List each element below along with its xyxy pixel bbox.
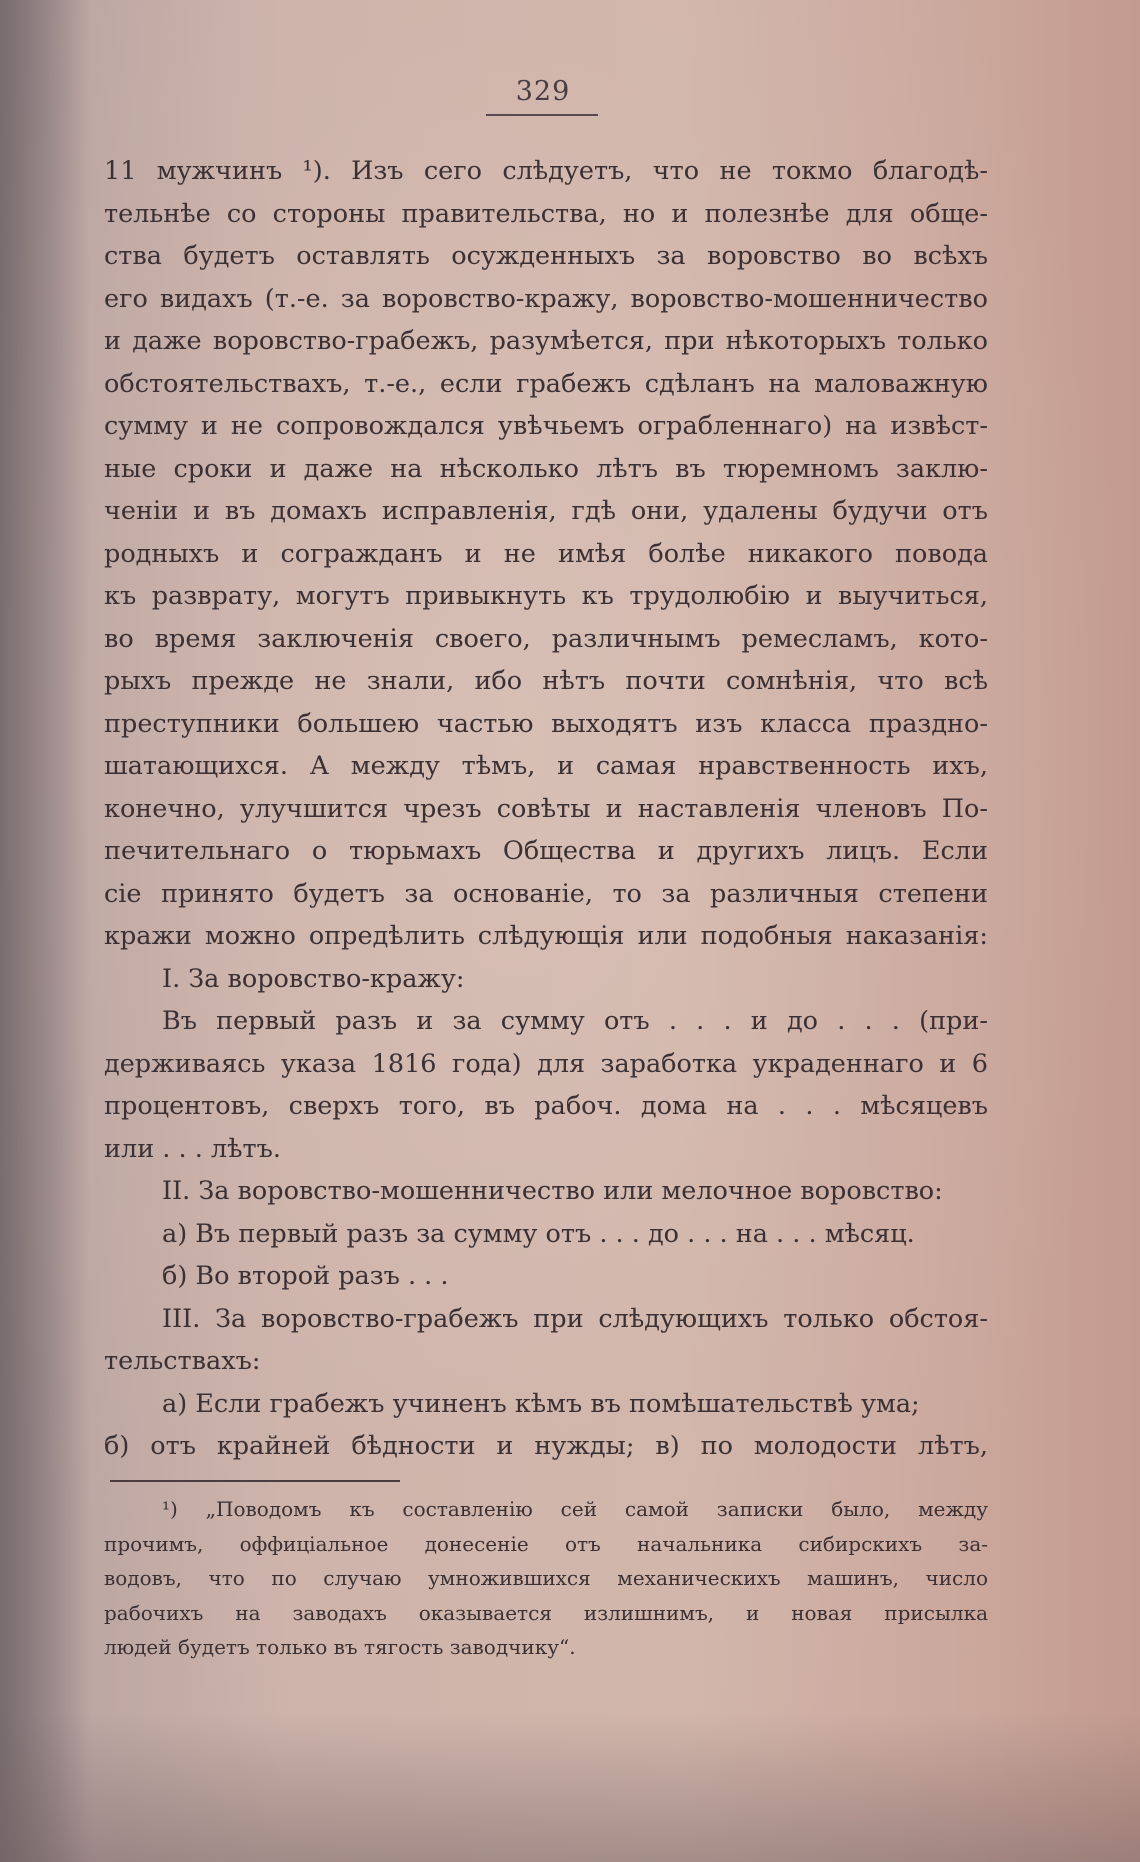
body-line: преступники большею частью выходятъ изъ класса праздно- xyxy=(104,708,988,739)
body-line: ства будетъ оставлять осужденныхъ за воровство во всѣхъ xyxy=(104,241,988,271)
binding-shadow xyxy=(0,0,90,1862)
footnote xyxy=(104,1492,988,1665)
body-line: и даже воровство-грабежъ, разумѣется, при нѣкоторыхъ только xyxy=(104,326,988,356)
body-line: 11 мужчинъ ¹). Изъ сего слѣдуетъ, что не токмо благодѣ- xyxy=(104,156,988,186)
footnote-line: людей будетъ только въ тягость заводчику“. xyxy=(104,1635,576,1659)
body-line: а) Въ первый разъ за сумму отъ . . . до . . . на . . . мѣсяц. xyxy=(162,1218,915,1249)
body-line: обстоятельствахъ, т.-е., если грабежъ сдѣланъ на маловажную xyxy=(104,368,988,399)
page-number: 329 xyxy=(515,76,571,107)
footnote-line: рабочихъ на заводахъ оказывается излишнимъ, и новая присылка xyxy=(104,1600,988,1625)
body-line: родныхъ и согражданъ и не имѣя болѣе никакого повода xyxy=(104,538,988,569)
body-line: шатающихся. А между тѣмъ, и самая нравственность ихъ, xyxy=(104,751,988,781)
body-line: во время заключенія своего, различнымъ ремесламъ, кото- xyxy=(104,623,988,654)
body-line: тельнѣе со стороны правительства, но и полезнѣе для обще- xyxy=(104,198,988,229)
body-line: а) Если грабежъ учиненъ кѣмъ въ помѣшательствѣ ума; xyxy=(162,1388,920,1419)
body-line: Въ первый разъ и за сумму отъ . . . и до . . . (при- xyxy=(162,1006,988,1036)
body-text xyxy=(104,150,988,1468)
body-line: или . . . лѣтъ. xyxy=(104,1133,281,1164)
section-heading: II. За воровство-мошенничество или мелочное воровство: xyxy=(162,1176,943,1206)
body-line: б) Во второй разъ . . . xyxy=(162,1261,449,1291)
section-heading: III. За воровство-грабежъ при слѣдующихъ только обстоя- xyxy=(162,1303,988,1334)
body-line: къ разврату, могутъ привыкнуть къ трудолюбію и выучиться, xyxy=(104,581,988,611)
section-heading: I. За воровство-кражу: xyxy=(162,963,465,994)
body-line: конечно, улучшится чрезъ совѣты и наставленія членовъ По- xyxy=(104,793,988,824)
footnote-line: водовъ, что по случаю умножившихся механическихъ машинъ, число xyxy=(104,1566,988,1590)
page-number-rule xyxy=(486,114,598,116)
bottom-shadow xyxy=(0,1712,1140,1862)
footnote-line: прочимъ, оффиціальное донесеніе отъ начальника сибирскихъ за- xyxy=(104,1531,988,1556)
body-line: ченіи и въ домахъ исправленія, гдѣ они, удалены будучи отъ xyxy=(104,496,988,526)
body-line: кражи можно опредѣлить слѣдующія или подобныя наказанія: xyxy=(104,921,988,951)
body-line: рыхъ прежде не знали, ибо нѣтъ почти сомнѣнія, что всѣ xyxy=(104,666,988,696)
body-line: тельствахъ: xyxy=(104,1346,261,1376)
footnote-rule xyxy=(110,1480,400,1482)
body-line: сіе принято будетъ за основаніе, то за различныя степени xyxy=(104,878,988,909)
body-line: сумму и не сопровождался увѣчьемъ ограбленнаго) на извѣст- xyxy=(104,411,988,441)
body-line: ные сроки и даже на нѣсколько лѣтъ въ тюремномъ заклю- xyxy=(104,453,988,484)
body-line: его видахъ (т.-е. за воровство-кражу, воровство-мошенничество xyxy=(104,283,988,314)
body-line: держиваясь указа 1816 года) для заработка украденнаго и 6 xyxy=(104,1048,988,1079)
body-line: печительнаго о тюрьмахъ Общества и другихъ лицъ. Если xyxy=(104,836,988,866)
body-line: б) отъ крайней бѣдности и нужды; в) по молодости лѣтъ, xyxy=(104,1431,988,1461)
footnote-line: ¹) „Поводомъ къ составленію сей самой записки было, между xyxy=(162,1497,988,1521)
body-line: процентовъ, сверхъ того, въ рабоч. дома на . . . мѣсяцевъ xyxy=(104,1091,988,1121)
